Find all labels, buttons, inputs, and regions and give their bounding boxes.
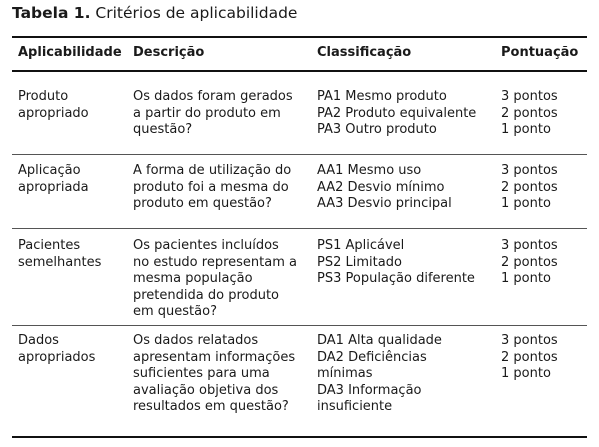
row-3-description-line: em questão? bbox=[133, 304, 217, 319]
row-2-classification-line: AA3 Desvio principal bbox=[317, 196, 452, 211]
row-divider bbox=[12, 154, 587, 155]
row-4-description-line: avaliação objetiva dos bbox=[133, 382, 279, 398]
row-4-applicability-line: apropriados bbox=[18, 349, 96, 365]
row-3-description-line: Os pacientes incluídos bbox=[133, 238, 279, 253]
row-3-description bbox=[133, 238, 297, 321]
row-2-score-line: 2 pontos bbox=[501, 179, 558, 195]
row-3-description-line: mesma população bbox=[133, 271, 253, 286]
header-description: Descrição bbox=[133, 45, 205, 60]
row-4-classification-line: mínimas bbox=[317, 366, 373, 381]
row-2-description-line: produto foi a mesma do bbox=[133, 179, 289, 195]
row-3-score bbox=[501, 238, 558, 288]
row-1-description-line: a partir do produto em bbox=[133, 105, 281, 121]
row-3-score-line: 3 pontos bbox=[501, 238, 558, 253]
row-2-classification-line: AA2 Desvio mínimo bbox=[317, 179, 445, 195]
row-1-score-line: 1 ponto bbox=[501, 122, 551, 137]
row-2-applicability bbox=[18, 163, 89, 196]
row-1-applicability-line: Produto bbox=[18, 89, 69, 104]
row-4-classification-line: DA1 Alta qualidade bbox=[317, 333, 442, 348]
row-3-classification-line: PS2 Limitado bbox=[317, 254, 402, 270]
row-3-description-line: no estudo representam a bbox=[133, 254, 297, 270]
table-caption bbox=[12, 4, 297, 22]
row-1-score-line: 3 pontos bbox=[501, 89, 558, 104]
row-4-description bbox=[133, 333, 295, 416]
row-1-description-line: Os dados foram gerados bbox=[133, 89, 293, 104]
row-3-classification bbox=[317, 238, 475, 288]
table-top-rule bbox=[12, 36, 587, 38]
row-1-applicability bbox=[18, 89, 89, 122]
row-1-applicability-line: apropriado bbox=[18, 105, 89, 121]
row-2-description bbox=[133, 163, 291, 213]
row-4-score bbox=[501, 333, 558, 383]
row-4-classification-line: DA2 Deficiências bbox=[317, 349, 427, 365]
row-4-description-line: suficientes para uma bbox=[133, 366, 270, 381]
row-2-classification-line: AA1 Mesmo uso bbox=[317, 163, 422, 178]
row-4-description-line: Os dados relatados bbox=[133, 333, 259, 348]
row-2-applicability-line: apropriada bbox=[18, 179, 89, 195]
row-4-score-line: 3 pontos bbox=[501, 333, 558, 348]
row-4-classification bbox=[317, 333, 442, 416]
row-2-applicability-line: Aplicação bbox=[18, 163, 81, 178]
header-applicability: Aplicabilidade bbox=[18, 45, 122, 60]
table-caption-text: Critérios de aplicabilidade bbox=[95, 4, 298, 22]
row-2-score-line: 3 pontos bbox=[501, 163, 558, 178]
row-4-score-line: 1 ponto bbox=[501, 366, 551, 381]
row-3-classification-line: PS1 Aplicável bbox=[317, 238, 405, 253]
row-1-score bbox=[501, 89, 558, 139]
row-4-score-line: 2 pontos bbox=[501, 349, 558, 365]
table-caption-label: Tabela 1. bbox=[12, 4, 91, 22]
row-2-description-line: produto em questão? bbox=[133, 196, 272, 211]
row-3-classification-line: PS3 População diferente bbox=[317, 271, 475, 286]
row-2-description-line: A forma de utilização do bbox=[133, 163, 292, 178]
row-4-applicability bbox=[18, 333, 95, 366]
row-4-classification-line: insuficiente bbox=[317, 399, 393, 414]
row-3-score-line: 2 pontos bbox=[501, 254, 558, 270]
row-4-applicability-line: Dados bbox=[18, 333, 59, 348]
row-4-description-line: apresentam informações bbox=[133, 349, 296, 365]
row-3-applicability-line: Pacientes bbox=[18, 238, 81, 253]
row-3-applicability bbox=[18, 238, 101, 271]
row-1-description-line: questão? bbox=[133, 122, 193, 137]
header-score: Pontuação bbox=[501, 45, 579, 60]
row-1-classification-line: PA3 Outro produto bbox=[317, 122, 437, 137]
row-1-score-line: 2 pontos bbox=[501, 105, 558, 121]
row-1-classification-line: PA2 Produto equivalente bbox=[317, 105, 477, 121]
row-1-description bbox=[133, 89, 293, 139]
row-4-description-line: resultados em questão? bbox=[133, 399, 289, 414]
row-3-score-line: 1 ponto bbox=[501, 271, 551, 286]
header-rule bbox=[12, 70, 587, 72]
table-bottom-rule bbox=[12, 436, 587, 438]
row-3-description-line: pretendida do produto bbox=[133, 287, 280, 303]
row-divider bbox=[12, 228, 587, 229]
row-2-classification bbox=[317, 163, 452, 213]
header-classification: Classificação bbox=[317, 45, 412, 60]
row-divider bbox=[12, 325, 587, 326]
row-3-applicability-line: semelhantes bbox=[18, 254, 102, 270]
row-2-score bbox=[501, 163, 558, 213]
row-1-classification bbox=[317, 89, 476, 139]
row-2-score-line: 1 ponto bbox=[501, 196, 551, 211]
row-1-classification-line: PA1 Mesmo produto bbox=[317, 89, 447, 104]
row-4-classification-line: DA3 Informação bbox=[317, 382, 422, 398]
